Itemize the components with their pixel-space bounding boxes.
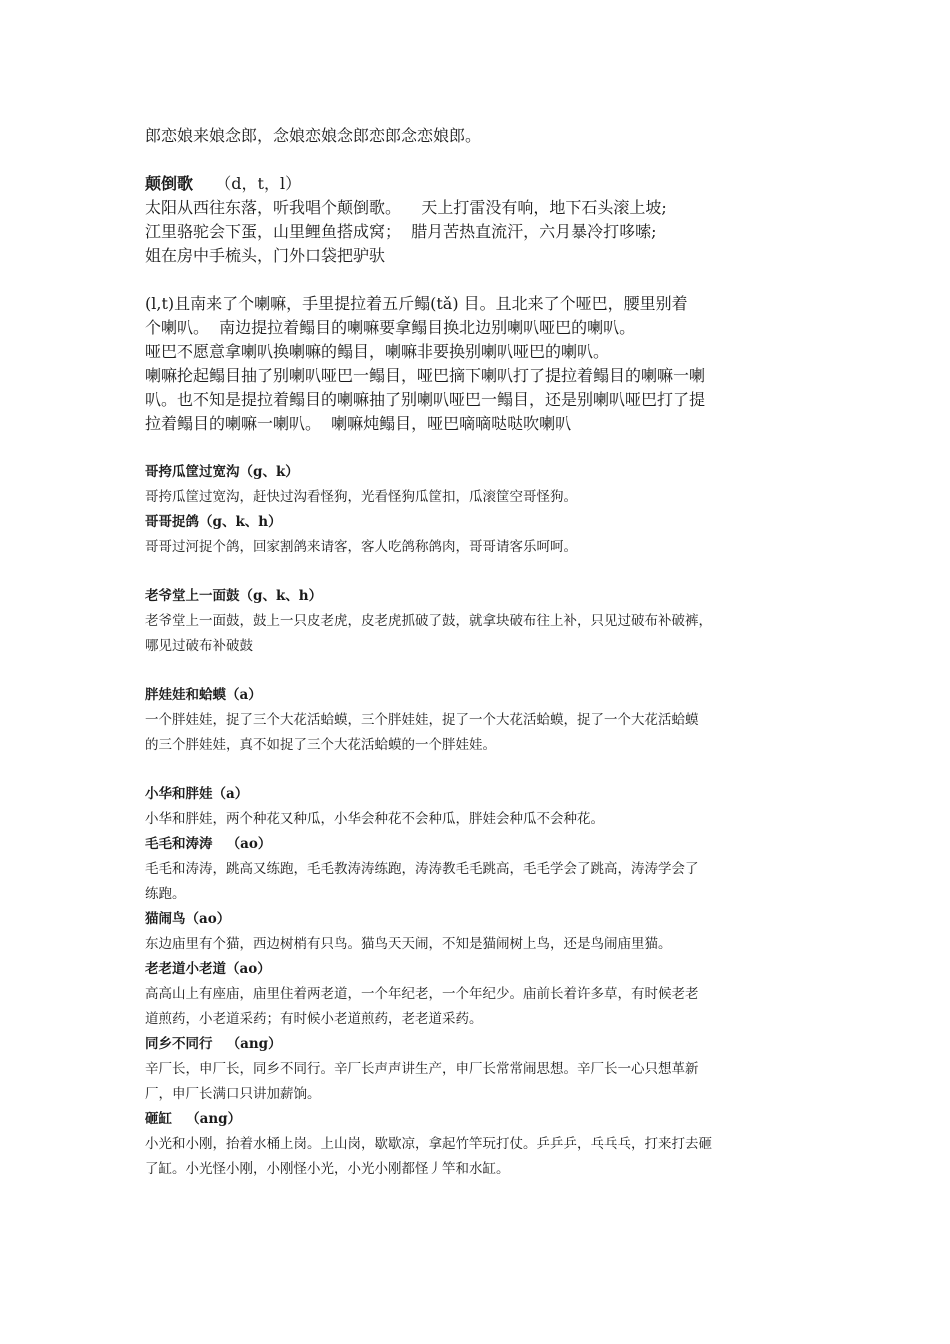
spacer <box>145 268 825 292</box>
paragraph-line: 老爷堂上一面鼓，鼓上一只皮老虎，皮老虎抓破了鼓，就拿块破布往上补，只见过破布补破裤， <box>145 613 712 629</box>
paragraph-line: 一个胖娃娃，捉了三个大花活蛤蟆，三个胖娃娃，捉了一个大花活蛤蟆，捉了一个大花活蛤蟆 <box>145 712 699 728</box>
paragraph-line: 小光和小刚，抬着水桶上岗。上山岗，歇歇凉，拿起竹竿玩打仗。乒乒乒，乓乓乓，打来打去砸 <box>145 1136 712 1152</box>
paragraph-line: 毛毛和涛涛，跳高又练跑，毛毛教涛涛练跑，涛涛教毛毛跳高，毛毛学会了跳高，涛涛学会了 <box>145 861 699 877</box>
twister-section-zagang <box>145 1107 825 1182</box>
paragraph-line: 高高山上有座庙，庙里住着两老道，一个年纪老，一个年纪少。庙前长着许多草，有时候老老 <box>145 986 699 1002</box>
poem-line: 太阳从西往东落，听我唱个颠倒歌。 天上打雷没有响，地下石头滚上坡; <box>145 198 667 217</box>
paragraph-line: 拉着鳎目的喇嘛一喇叭。 喇嘛炖鳎目，哑巴嘀嘀哒哒吹喇叭 <box>145 414 572 433</box>
twister-section-tongxiang <box>145 1032 825 1107</box>
section-title: 老老道小老道（ao） <box>145 961 271 977</box>
twister-section-xiaohua <box>145 782 825 832</box>
section-title: 哥挎瓜筐过宽沟（g、k） <box>145 464 299 480</box>
paragraph-line: 了缸。小光怪小刚，小刚怪小光，小光小刚都怪丿竿和水缸。 <box>145 1161 510 1177</box>
paragraph-line: 的三个胖娃娃，真不如捉了三个大花活蛤蟆的一个胖娃娃。 <box>145 737 496 753</box>
section-title <box>145 172 825 196</box>
spacer <box>145 436 825 460</box>
section-title-text: 颠倒歌 <box>145 174 194 193</box>
diandao-section <box>145 172 825 268</box>
poem-line: 江里骆驼会下蛋，山里鲤鱼搭成窝； 腊月苦热直流汗，六月暴冷打哆嗦; <box>145 222 657 241</box>
section-title: 胖娃娃和蛤蟆（a） <box>145 687 262 703</box>
twister-section-maonaoniao <box>145 907 825 957</box>
section-title: 毛毛和涛涛 （ao） <box>145 836 272 852</box>
paragraph-line: 哑巴不愿意拿喇叭换喇嘛的鳎目，喇嘛非要换别喇叭哑巴的喇叭。 <box>145 342 610 361</box>
section-title: 小华和胖娃（a） <box>145 786 249 802</box>
twister-section-maomao <box>145 832 825 907</box>
section-title: 砸缸 （ang） <box>145 1111 242 1127</box>
spacer <box>145 659 825 683</box>
section-title: 猫闹鸟（ao） <box>145 911 231 927</box>
paragraph-line: 厂，申厂长满口只讲加薪饷。 <box>145 1086 321 1102</box>
paragraph-line: 叭。也不知是提拉着鳎目的喇嘛抽了别喇叭哑巴一鳎目，还是别喇叭哑巴打了提 <box>145 390 706 409</box>
twister-section-gua <box>145 460 825 510</box>
paragraph-line: 喇嘛抡起鳎目抽了别喇叭哑巴一鳎目，哑巴摘下喇叭打了提拉着鳎目的喇嘛一喇 <box>145 366 706 385</box>
lama-section <box>145 292 825 436</box>
section-title: 哥哥捉鸽（g、k、h） <box>145 514 282 530</box>
twister-section-gege <box>145 510 825 560</box>
spacer <box>145 560 825 584</box>
paragraph-line: 哥哥过河捉个鸽，回家割鸽来请客，客人吃鸽称鸽肉，哥哥请客乐呵呵。 <box>145 539 577 555</box>
section-title: 老爷堂上一面鼓（g、k、h） <box>145 588 323 604</box>
paragraph-line: 辛厂长，申厂长，同乡不同行。辛厂长声声讲生产，申厂长常常闹思想。辛厂长一心只想革新 <box>145 1061 699 1077</box>
intro-line: 郎恋娘来娘念郎，念娘恋娘念郎恋郎念恋娘郎。 <box>145 126 482 145</box>
paragraph-line: 哥挎瓜筐过宽沟，赶快过沟看怪狗，光看怪狗瓜筐扣，瓜滚筐空哥怪狗。 <box>145 489 577 505</box>
section-tag: （d，t，l） <box>215 174 302 193</box>
paragraph-line: 练跑。 <box>145 886 186 902</box>
document-page <box>145 124 825 1182</box>
poem-line: 姐在房中手梳头，门外口袋把驴驮 <box>145 246 386 265</box>
paragraph-line: (l,t)且南来了个喇嘛，手里提拉着五斤鳎(tǎ) 目。且北来了个哑巴，腰里别着 <box>145 294 688 313</box>
twister-section-hama <box>145 683 825 758</box>
section-title: 同乡不同行 （ang） <box>145 1036 282 1052</box>
spacer <box>145 758 825 782</box>
paragraph-line: 哪见过破布补破鼓 <box>145 638 253 654</box>
paragraph-line: 小华和胖娃，两个种花又种瓜，小华会种花不会种瓜，胖娃会种瓜不会种花。 <box>145 811 604 827</box>
paragraph-line: 个喇叭。 南边提拉着鳎目的喇嘛要拿鳎目换北边别喇叭哑巴的喇叭。 <box>145 318 636 337</box>
intro-section <box>145 124 825 148</box>
spacer <box>145 148 825 172</box>
paragraph-line: 道煎药，小老道采药；有时候小老道煎药，老老道采药。 <box>145 1011 483 1027</box>
paragraph-line: 东边庙里有个猫，西边树梢有只鸟。猫鸟天天闹，不知是猫闹树上鸟，还是鸟闹庙里猫。 <box>145 936 672 952</box>
twister-section-laodao <box>145 957 825 1032</box>
twister-section-gu <box>145 584 825 659</box>
